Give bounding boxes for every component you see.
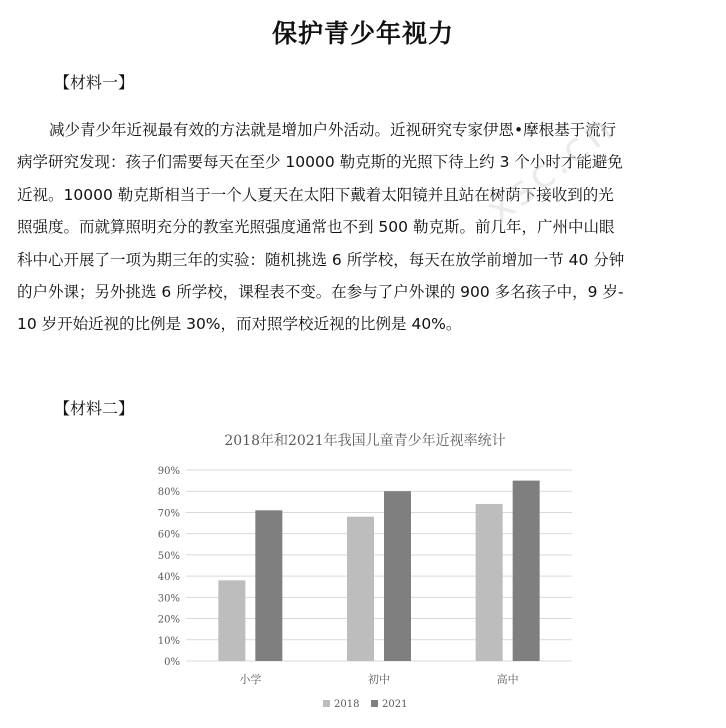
- paragraph-line: 近视。10000 勒克斯相当于一个人夏天在太阳下戴着太阳镜并且站在树荫下接收到的光: [17, 185, 614, 204]
- bar-2018-小学: [218, 580, 245, 661]
- paragraph-line: 减少青少年近视最有效的方法就是增加户外活动。近视研究专家伊恩•摩根基于流行: [49, 121, 617, 139]
- y-tick-label: 90%: [157, 466, 180, 477]
- page-title: 保护青少年视力: [271, 19, 454, 48]
- legend-swatch-2018: [323, 700, 330, 707]
- x-tick-label: 小学: [239, 673, 262, 686]
- bar-2021-初中: [384, 491, 411, 661]
- x-tick-label: 高中: [496, 673, 519, 686]
- y-tick-label: 10%: [157, 635, 180, 647]
- y-axis-ticks: [158, 466, 180, 668]
- chart-legend: [323, 699, 407, 710]
- legend-label: 2018: [334, 699, 360, 710]
- y-tick-label: 0%: [164, 657, 180, 668]
- chart-title: 2018年和2021年我国儿童青少年近视率统计: [224, 433, 506, 449]
- section-label-material-two: 【材料二】: [54, 399, 135, 418]
- bar-2021-高中: [513, 481, 540, 661]
- paragraph-line: 照强度。而就算照明充分的教室光照强度通常也不到 500 勒克斯。前几年，广州中山眼: [17, 218, 615, 237]
- legend-label: 2021: [382, 699, 408, 710]
- y-tick-label: 50%: [157, 550, 180, 562]
- bar-2018-初中: [347, 517, 374, 661]
- material-one-paragraph: [17, 114, 712, 341]
- paragraph-line: 科中心开展了一项为期三年的实验：随机挑选 6 所学校，每天在放学前增加一节 40 分钟: [17, 250, 625, 269]
- y-tick-label: 20%: [157, 614, 180, 626]
- section-label-material-one: 【材料一】: [54, 73, 135, 92]
- y-tick-label: 40%: [157, 572, 180, 584]
- y-tick-label: 70%: [157, 508, 180, 520]
- watermark: xsc.cn: [477, 103, 625, 233]
- y-tick-label: 30%: [157, 593, 180, 605]
- legend-swatch-2021: [371, 700, 378, 707]
- paragraph-line: 病学研究发现：孩子们需要每天在至少 10000 勒克斯的光照下待上约 3 个小时才能避免: [17, 153, 623, 172]
- bar-chart-svg: [140, 425, 590, 724]
- x-tick-label: 初中: [368, 673, 390, 686]
- x-axis-labels: [239, 672, 518, 686]
- y-tick-label: 60%: [157, 529, 180, 541]
- paragraph-line: 10 岁开始近视的比例是 30%，而对照学校近视的比例是 40%。: [17, 315, 462, 334]
- bar-2021-小学: [255, 510, 282, 661]
- y-tick-label: 80%: [157, 487, 180, 499]
- paragraph-line: 的户外课；另外挑选 6 所学校，课程表不变。在参与了户外课的 900 多名孩子中，9 岁-: [17, 282, 624, 301]
- myopia-rate-chart: [140, 425, 590, 724]
- chart-bars: [218, 481, 539, 661]
- bar-2018-高中: [476, 504, 503, 661]
